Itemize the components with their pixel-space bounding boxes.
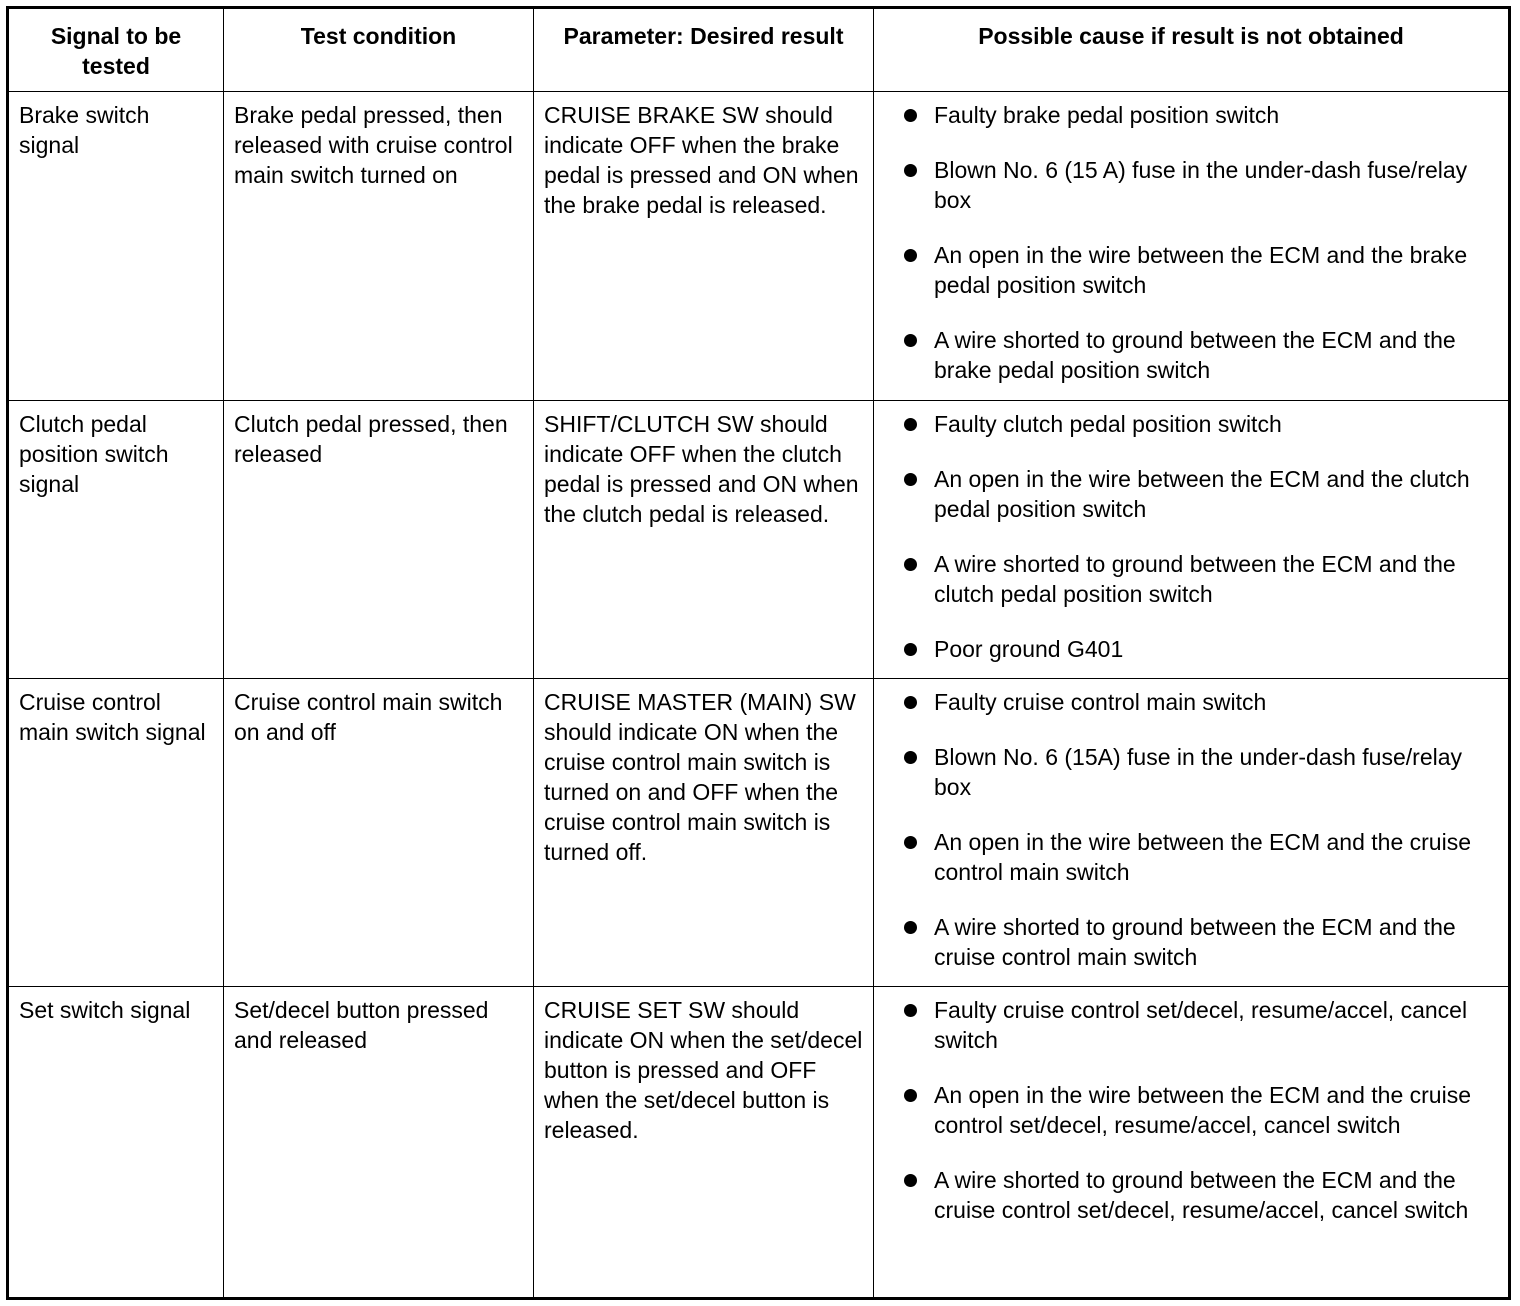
cause-item: Faulty cruise control main switch <box>884 687 1498 717</box>
bullet-icon <box>904 921 917 934</box>
signal-cell: Set switch signal <box>8 987 224 1299</box>
cause-item: An open in the wire between the ECM and the cruise control set/decel, resume/accel, cancel switch <box>884 1080 1498 1140</box>
diagnostic-table <box>6 6 1511 1300</box>
bullet-icon <box>904 418 917 431</box>
condition-cell: Cruise control main switch on and off <box>224 679 534 987</box>
causes-cell <box>874 679 1510 987</box>
header-row <box>8 8 1510 92</box>
cause-item: A wire shorted to ground between the ECM and the cruise control main switch <box>884 912 1498 972</box>
header-desired-result: Parameter: Desired result <box>534 8 874 92</box>
bullet-icon <box>904 164 917 177</box>
bullet-icon <box>904 751 917 764</box>
bullet-icon <box>904 1089 917 1102</box>
result-cell: CRUISE BRAKE SW should indicate OFF when the brake pedal is pressed and ON when the brake pedal is released. <box>534 92 874 401</box>
cause-item: A wire shorted to ground between the ECM and the clutch pedal position switch <box>884 549 1498 609</box>
result-cell: SHIFT/CLUTCH SW should indicate OFF when the clutch pedal is pressed and ON when the clutch pedal is released. <box>534 401 874 679</box>
bullet-icon <box>904 109 917 122</box>
cause-item: Blown No. 6 (15 A) fuse in the under-dash fuse/relay box <box>884 155 1498 215</box>
table-row <box>8 92 1510 401</box>
cause-item: Blown No. 6 (15A) fuse in the under-dash fuse/relay box <box>884 742 1498 802</box>
table-row <box>8 987 1510 1299</box>
bullet-icon <box>904 1004 917 1017</box>
table-row <box>8 679 1510 987</box>
causes-list <box>884 409 1498 664</box>
cause-item: Poor ground G401 <box>884 634 1498 664</box>
signal-cell: Cruise control main switch signal <box>8 679 224 987</box>
cause-item: A wire shorted to ground between the ECM and the cruise control set/decel, resume/accel, cancel switch <box>884 1165 1498 1225</box>
causes-list <box>884 995 1498 1225</box>
causes-cell <box>874 92 1510 401</box>
header-signal: Signal to be tested <box>8 8 224 92</box>
cause-item: An open in the wire between the ECM and the cruise control main switch <box>884 827 1498 887</box>
cause-item: An open in the wire between the ECM and the clutch pedal position switch <box>884 464 1498 524</box>
condition-cell: Set/decel button pressed and released <box>224 987 534 1299</box>
bullet-icon <box>904 1174 917 1187</box>
result-cell: CRUISE SET SW should indicate ON when the set/decel button is pressed and OFF when the set/decel button is released. <box>534 987 874 1299</box>
cause-item: Faulty clutch pedal position switch <box>884 409 1498 439</box>
condition-cell: Clutch pedal pressed, then released <box>224 401 534 679</box>
cause-item: Faulty cruise control set/decel, resume/accel, cancel switch <box>884 995 1498 1055</box>
cause-item: A wire shorted to ground between the ECM and the brake pedal position switch <box>884 325 1498 385</box>
header-possible-cause: Possible cause if result is not obtained <box>874 8 1510 92</box>
signal-cell: Clutch pedal position switch signal <box>8 401 224 679</box>
causes-list <box>884 687 1498 972</box>
bullet-icon <box>904 558 917 571</box>
bullet-icon <box>904 696 917 709</box>
condition-cell: Brake pedal pressed, then released with cruise control main switch turned on <box>224 92 534 401</box>
causes-cell <box>874 987 1510 1299</box>
bullet-icon <box>904 836 917 849</box>
causes-list <box>884 100 1498 385</box>
cause-item: Faulty brake pedal position switch <box>884 100 1498 130</box>
header-test-condition: Test condition <box>224 8 534 92</box>
bullet-icon <box>904 473 917 486</box>
result-cell: CRUISE MASTER (MAIN) SW should indicate ON when the cruise control main switch is turned on and OFF when the cruise control main switch is turned off. <box>534 679 874 987</box>
bullet-icon <box>904 249 917 262</box>
table-row <box>8 401 1510 679</box>
signal-cell: Brake switch signal <box>8 92 224 401</box>
cause-item: An open in the wire between the ECM and the brake pedal position switch <box>884 240 1498 300</box>
bullet-icon <box>904 334 917 347</box>
causes-cell <box>874 401 1510 679</box>
bullet-icon <box>904 643 917 656</box>
